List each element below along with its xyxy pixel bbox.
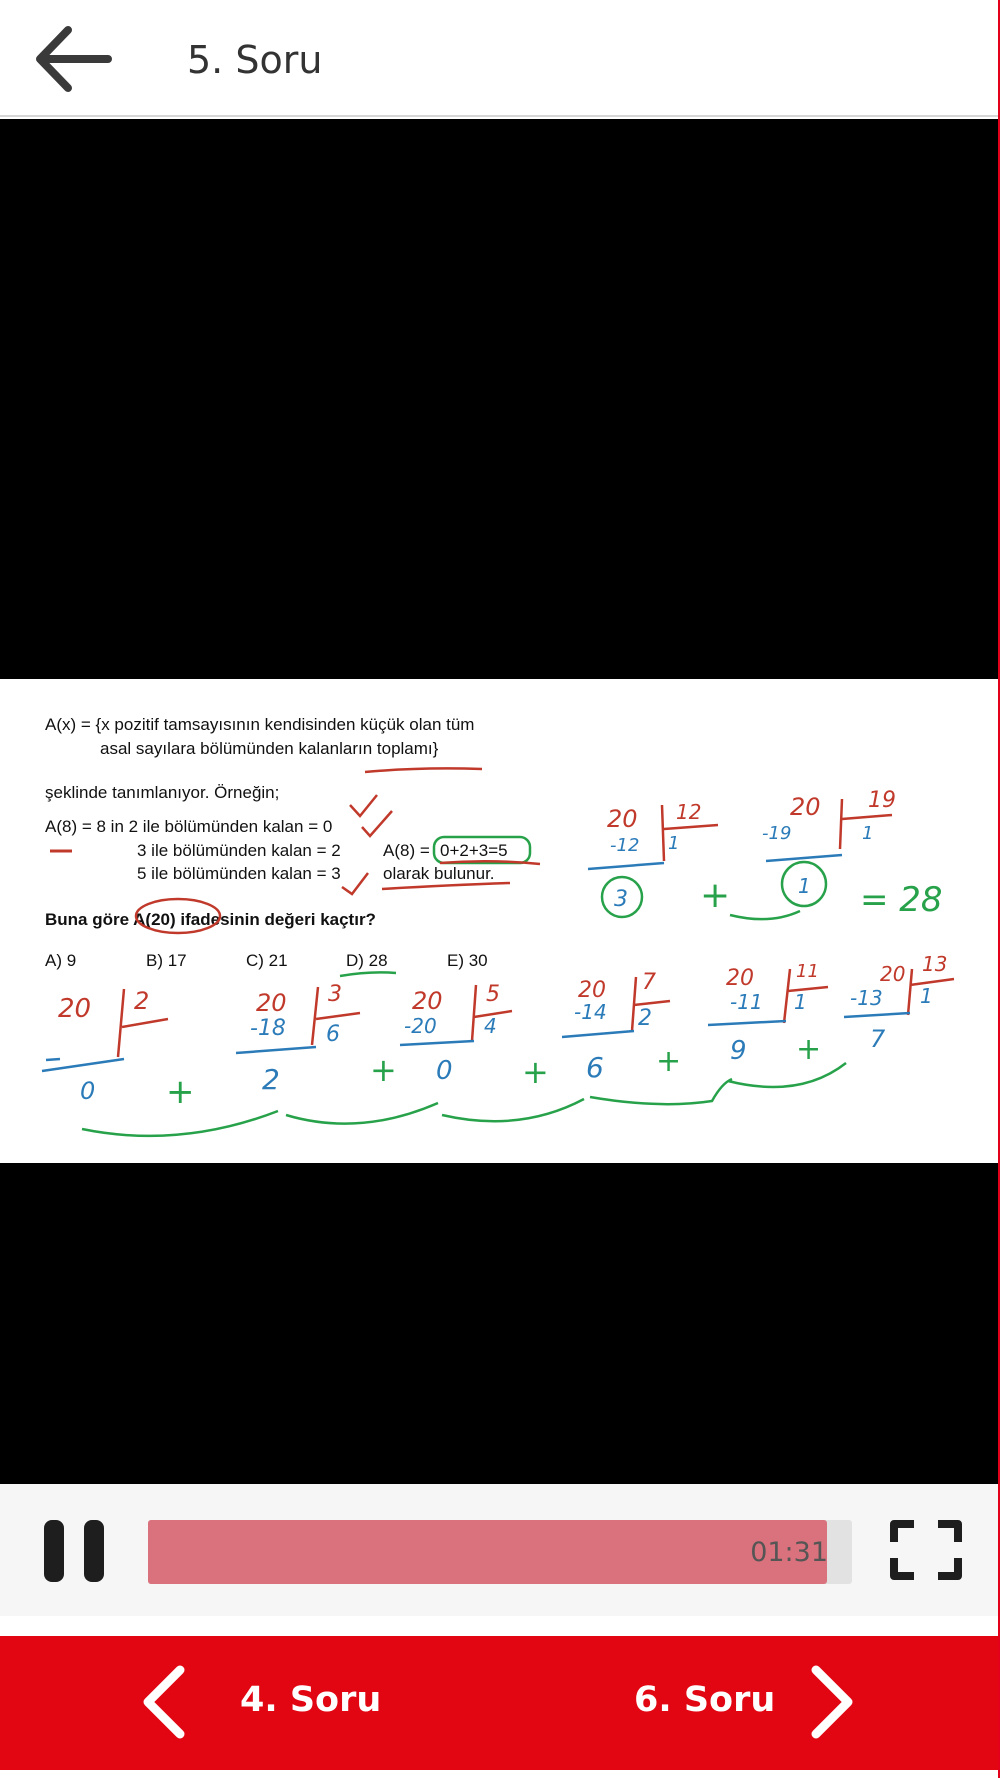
choice-c: C) 21 <box>246 951 288 970</box>
hw-remainder: 3 <box>614 887 628 912</box>
video-player[interactable] <box>0 119 998 1484</box>
hw-dividend: 20 <box>726 966 754 991</box>
hw-quotient: 1 <box>668 833 680 854</box>
question-line: A(x) = {x pozitif tamsayısının kendisinden küçük olan tüm <box>45 715 475 734</box>
page-title: 5. Soru <box>187 38 323 82</box>
question-line: A(8) = <box>383 841 430 860</box>
hw-divisor: 3 <box>328 982 342 1007</box>
fullscreen-icon <box>890 1520 962 1580</box>
hw-divisor: 7 <box>642 970 656 995</box>
hw-plus: + <box>522 1053 549 1091</box>
question-line: 3 ile bölümünden kalan = 2 <box>137 841 341 860</box>
question-line: 5 ile bölümünden kalan = 3 <box>137 864 341 883</box>
hw-division-3 <box>236 982 397 1096</box>
question-prompt: Buna göre A(20) ifadesinin değeri kaçtır? <box>45 910 376 929</box>
hw-divisor: 13 <box>922 952 948 976</box>
hw-quotient: 1 <box>794 990 807 1014</box>
arrow-left-icon <box>30 22 120 96</box>
hw-plus: + <box>166 1072 195 1112</box>
hw-dividend: 20 <box>58 994 92 1024</box>
hw-dividend: 20 <box>256 989 287 1017</box>
hw-divisor: 12 <box>676 800 702 824</box>
hw-sub: -18 <box>250 1016 286 1041</box>
question-nav-bar <box>0 1636 998 1770</box>
hw-division-11 <box>708 961 828 1067</box>
hw-dividend: 20 <box>880 962 906 986</box>
hw-plus: + <box>796 1032 822 1067</box>
choice-d: D) 28 <box>346 951 388 970</box>
hw-sub: -19 <box>762 823 792 844</box>
hw-remainder: 1 <box>798 874 811 898</box>
next-question-button[interactable] <box>620 1636 860 1770</box>
time-label: 01:31 <box>750 1537 828 1568</box>
hw-quotient: 4 <box>484 1014 497 1038</box>
hw-plus: + <box>700 875 731 916</box>
back-button[interactable] <box>30 22 120 96</box>
hw-dividend: 20 <box>412 987 443 1015</box>
hw-remainder: 2 <box>262 1063 280 1096</box>
hw-sub: -12 <box>610 835 640 856</box>
hw-division-2 <box>42 987 195 1112</box>
top-bar <box>0 0 1000 117</box>
hw-dividend: 20 <box>578 978 606 1003</box>
hw-remainder: 0 <box>80 1077 96 1105</box>
hw-division-13 <box>844 952 954 1053</box>
pause-button[interactable] <box>44 1520 106 1582</box>
hw-division-7 <box>562 970 681 1084</box>
question-slide <box>0 679 998 1163</box>
choice-a: A) 9 <box>45 951 77 970</box>
hw-result: = 28 <box>860 880 943 920</box>
fullscreen-button[interactable] <box>890 1520 962 1580</box>
hw-dividend: 20 <box>790 793 821 821</box>
hw-sub: -20 <box>404 1014 437 1038</box>
hw-quotient: 1 <box>920 984 933 1008</box>
hw-remainder: 9 <box>730 1036 747 1066</box>
hw-divisor: 2 <box>134 987 150 1015</box>
prev-question-button[interactable] <box>140 1636 400 1770</box>
progress-bar[interactable] <box>148 1520 852 1584</box>
question-line: şeklinde tanımlanıyor. Örneğin; <box>45 783 280 802</box>
progress-fill <box>148 1520 827 1584</box>
chevron-right-icon <box>808 1664 856 1740</box>
hw-remainder: 7 <box>870 1025 886 1053</box>
hw-remainder: 6 <box>586 1051 604 1084</box>
hw-quotient: 2 <box>638 1006 652 1031</box>
hw-plus: + <box>370 1051 397 1089</box>
prev-question-label: 4. Soru <box>240 1680 382 1720</box>
hw-divisor: 5 <box>486 982 500 1007</box>
hw-quotient: 6 <box>326 1022 340 1047</box>
hw-sub: -11 <box>730 990 763 1014</box>
hw-remainder: 0 <box>436 1056 453 1086</box>
next-question-label: 6. Soru <box>634 1680 776 1720</box>
hw-sub: -13 <box>850 986 883 1010</box>
hw-dividend: 20 <box>607 805 638 833</box>
choice-e: E) 30 <box>447 951 488 970</box>
question-line: asal sayılara bölümünden kalanların toplamı} <box>100 739 439 758</box>
choice-b: B) 17 <box>146 951 187 970</box>
chevron-left-icon <box>140 1664 188 1740</box>
question-line: 0+2+3=5 <box>440 841 508 860</box>
hw-plus: + <box>656 1044 682 1079</box>
question-line: olarak bulunur. <box>383 864 495 883</box>
player-controls <box>0 1484 998 1616</box>
bottom-edge <box>0 1770 1000 1778</box>
hw-division-5 <box>400 982 549 1091</box>
hw-quotient: 1 <box>862 823 874 844</box>
hw-divisor: 19 <box>868 788 896 813</box>
hw-sub: -14 <box>574 1000 607 1024</box>
question-line: A(8) = 8 in 2 ile bölümünden kalan = 0 <box>45 817 333 836</box>
hw-divisor: 11 <box>796 961 819 982</box>
